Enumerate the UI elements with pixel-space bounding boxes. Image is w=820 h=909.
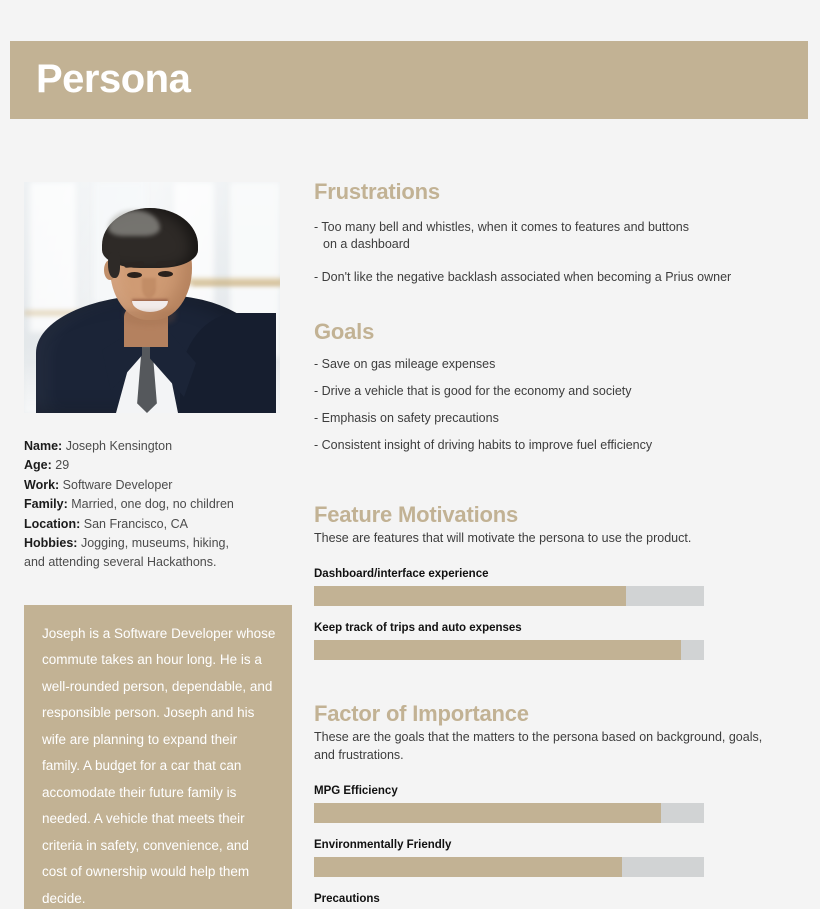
- details-column: [314, 178, 808, 909]
- meter-fill: [314, 857, 622, 877]
- fact-row-work: [24, 476, 292, 495]
- meter-label: Keep track of trips and auto expenses: [314, 622, 522, 634]
- goals-title: Goals: [314, 319, 375, 344]
- meter-track: [314, 586, 704, 606]
- photo-eye: [127, 272, 142, 278]
- section-goals: [314, 318, 808, 454]
- feature-motivations-title: Feature Motivations: [314, 502, 519, 527]
- fact-value: San Francisco, CA: [83, 516, 188, 531]
- fact-value: Joseph Kensington: [65, 439, 173, 453]
- fact-label: Work:: [24, 477, 60, 492]
- fact-value: 29: [55, 458, 70, 473]
- page-title: Persona: [36, 57, 191, 101]
- photo-chin-shadow: [124, 310, 176, 326]
- fact-label: Location:: [24, 516, 81, 531]
- section-feature-motivations: [314, 501, 808, 660]
- meter-fill: [314, 803, 661, 823]
- goal-item: - Save on gas mileage expenses: [314, 357, 496, 371]
- meter-track: [314, 857, 704, 877]
- frustration-item: [314, 269, 808, 286]
- fact-row-age: [24, 456, 292, 475]
- goal-item: - Drive a vehicle that is good for the economy and society: [314, 384, 632, 398]
- fact-row-name: [24, 437, 292, 456]
- photo-rail: [192, 282, 280, 286]
- meter-precautions: [314, 892, 808, 909]
- section-factor-of-importance: [314, 700, 808, 909]
- fact-hobbies-continuation: and attending several Hackathons.: [24, 555, 217, 570]
- meter-track: [314, 803, 704, 823]
- frustration-text: - Don't like the negative backlash associated when becoming a Prius owner: [314, 270, 732, 284]
- feature-motivations-subtitle: These are features that will motivate the persona to use the product.: [314, 531, 692, 545]
- profile-facts: [24, 437, 292, 573]
- meter-mpg-efficiency: [314, 784, 808, 823]
- meter-label: Environmentally Friendly: [314, 839, 452, 851]
- meter-fill: [314, 640, 681, 660]
- header-banner: [10, 41, 808, 119]
- meter-label: Precautions: [314, 893, 380, 905]
- fact-value: Jogging, museums, hiking,: [80, 536, 229, 551]
- meter-keep-track-of-trips: [314, 621, 808, 660]
- persona-bio-box: Joseph is a Software Developer whose commute takes an hour long. He is a well-rounded person, dependable, and responsible person. Joseph and his wife are planning to expand their family. A budget for a car that can accomodate their future family is needed. A vehicle that meets their criteria in safety, convenience, and cost of ownership would help them decide.: [24, 605, 292, 909]
- factor-subtitle-line1: These are the goals that the matters to the persona based on background, goals,: [314, 730, 763, 744]
- meter-label: MPG Efficiency: [314, 785, 398, 797]
- factor-of-importance-title: Factor of Importance: [314, 701, 529, 726]
- photo-eyebrow: [156, 260, 176, 266]
- meter-fill: [314, 586, 626, 606]
- photo-nose: [142, 278, 156, 298]
- photo-sideburn: [108, 252, 120, 278]
- section-frustrations: [314, 178, 808, 286]
- fact-label: Age:: [24, 458, 52, 473]
- profile-column: [24, 182, 292, 909]
- fact-value: Software Developer: [62, 477, 173, 492]
- meter-environmentally-friendly: [314, 838, 808, 877]
- goal-item: - Emphasis on safety precautions: [314, 411, 499, 425]
- photo-eye: [158, 271, 173, 277]
- fact-row-family: [24, 495, 292, 514]
- frustration-text-wrap: on a dashboard: [323, 237, 410, 251]
- fact-row-location: [24, 515, 292, 534]
- frustrations-title: Frustrations: [314, 179, 440, 204]
- fact-value: Married, one dog, no children: [71, 497, 234, 512]
- frustration-text: - Too many bell and whistles, when it comes to features and buttons: [314, 220, 689, 234]
- fact-label: Family:: [24, 497, 68, 512]
- fact-label: Hobbies:: [24, 536, 78, 551]
- meter-dashboard-interface-experience: [314, 567, 808, 606]
- goal-item: - Consistent insight of driving habits to improve fuel efficiency: [314, 438, 653, 452]
- meter-label: Dashboard/interface experience: [314, 568, 489, 580]
- meter-track: [314, 640, 704, 660]
- fact-label: Name:: [24, 439, 63, 453]
- factor-subtitle-line2: and frustrations.: [314, 748, 404, 762]
- persona-photo: [24, 182, 280, 413]
- frustration-item: [314, 219, 808, 253]
- fact-row-hobbies: [24, 534, 292, 553]
